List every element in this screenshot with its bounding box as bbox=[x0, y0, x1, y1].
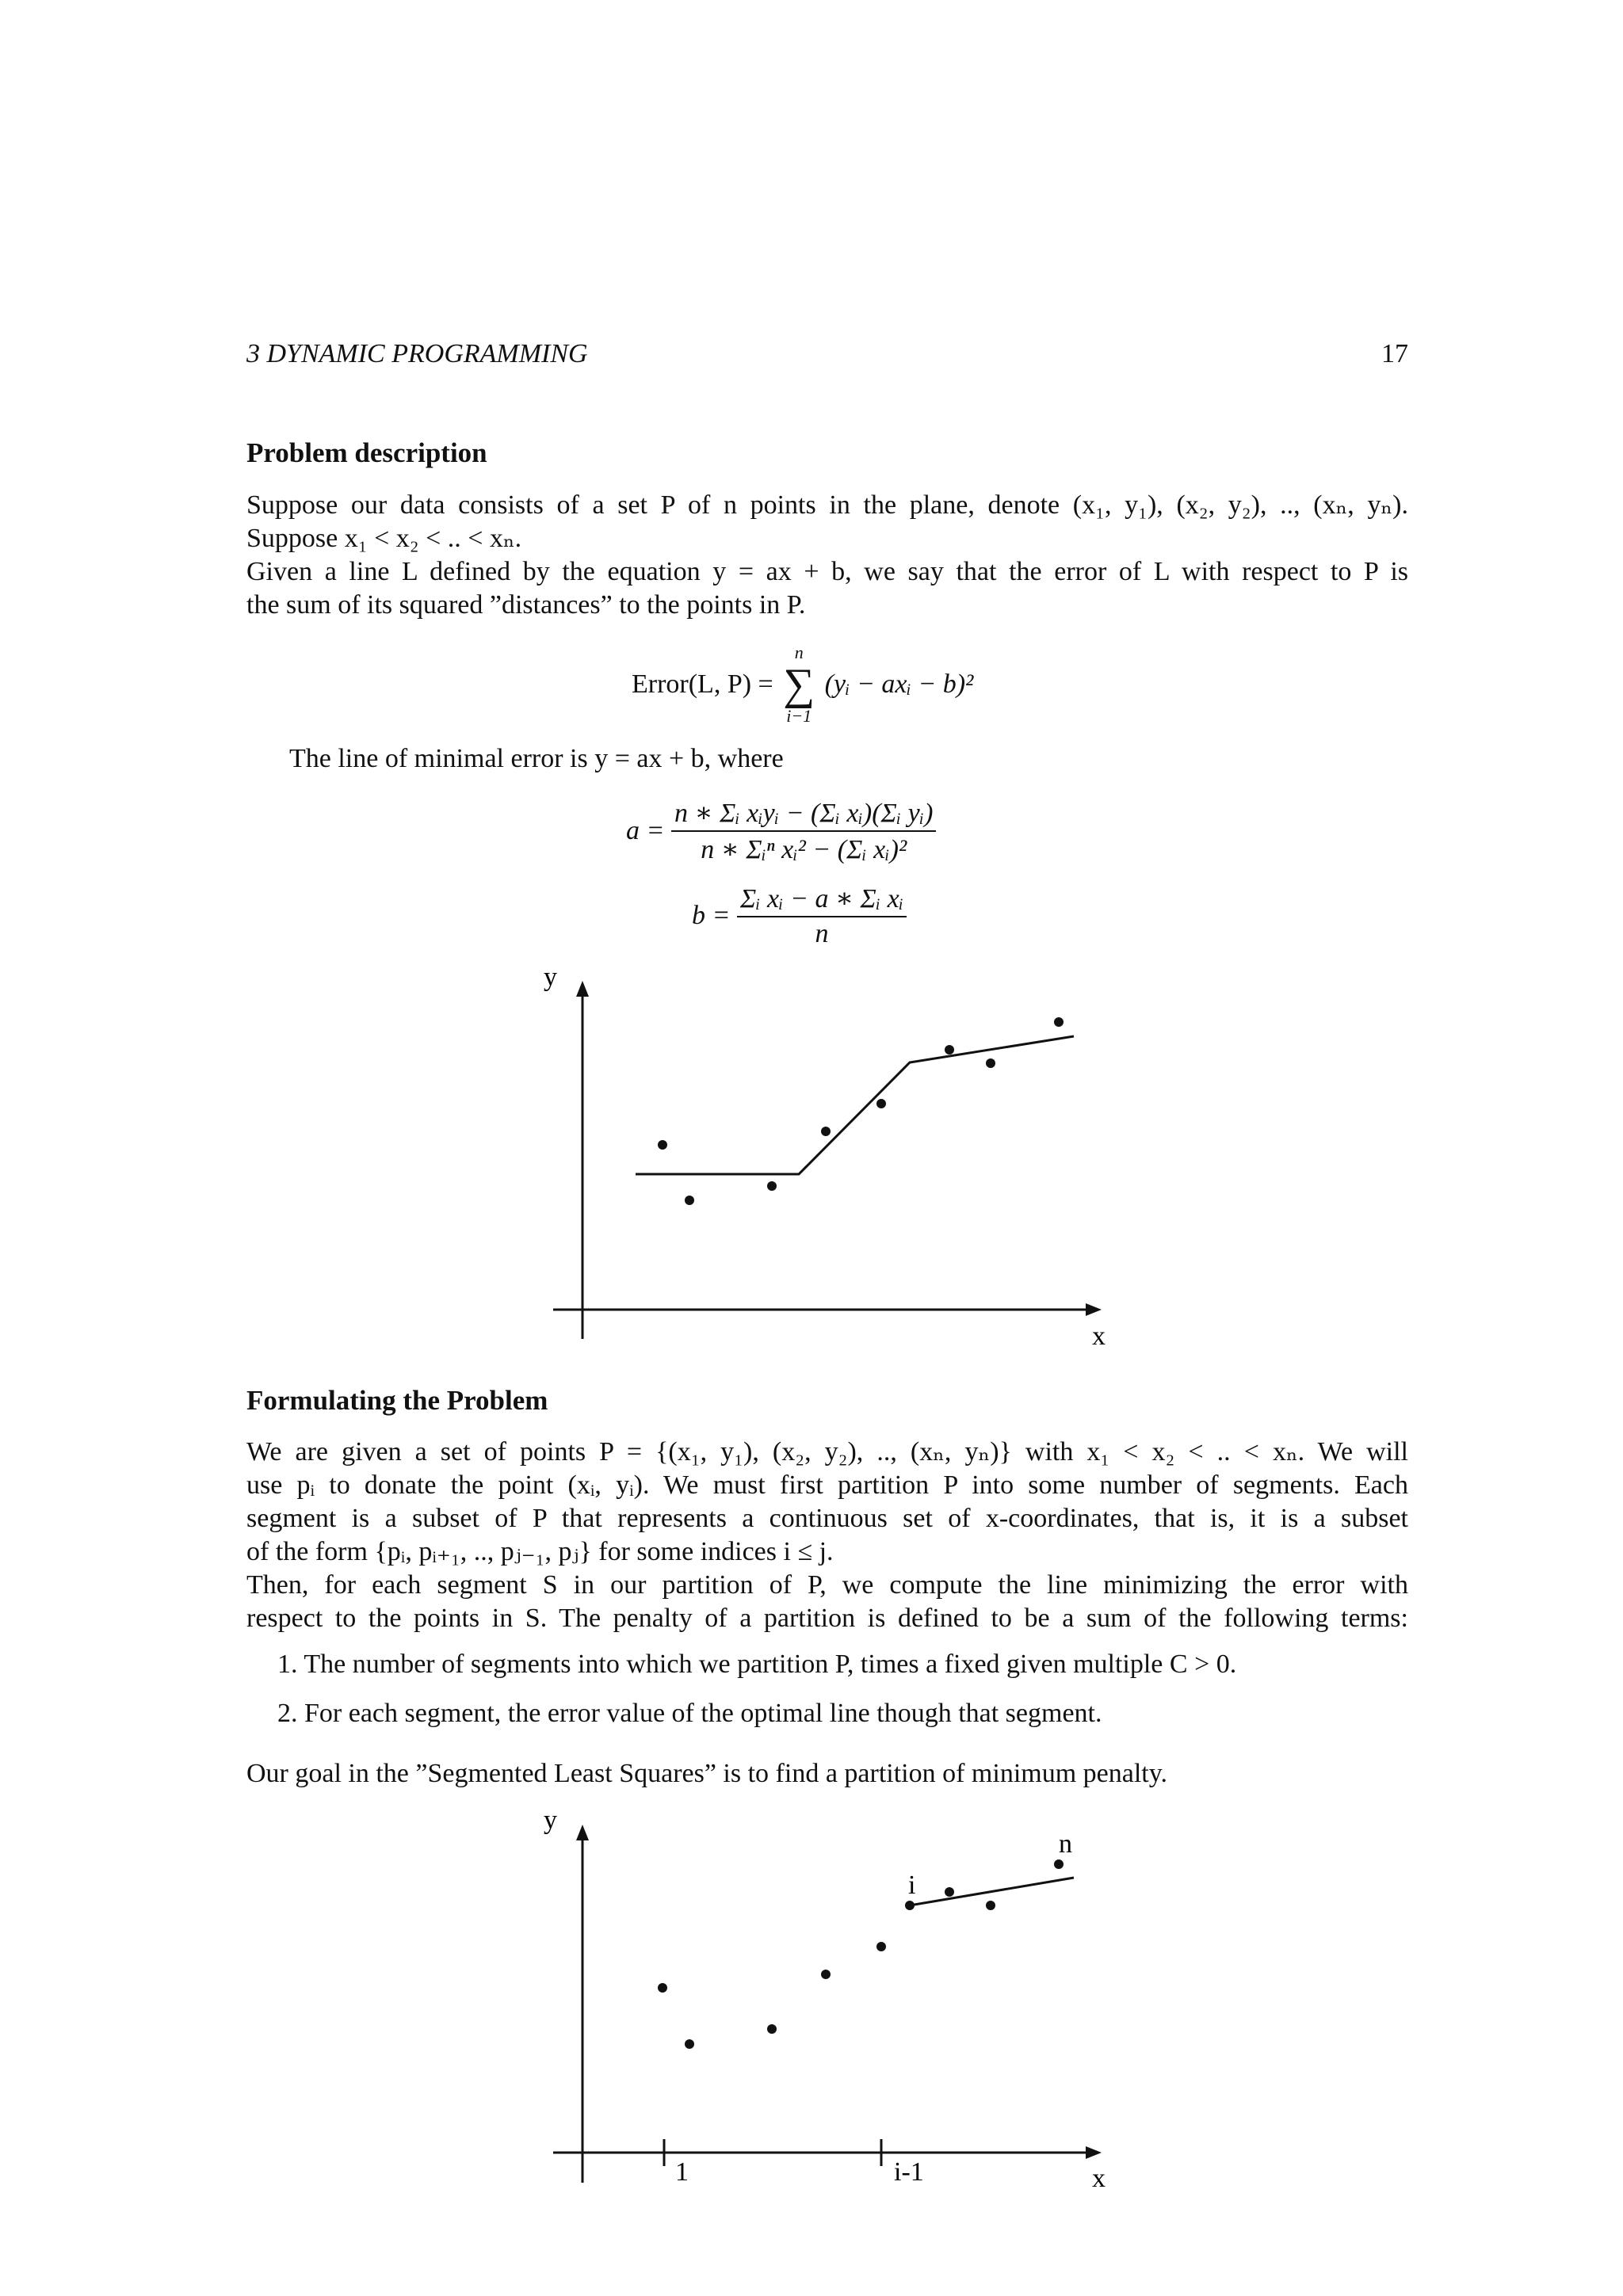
eq-lhs: Error(L, P) = bbox=[632, 669, 773, 699]
sigma-icon: ∑ bbox=[783, 660, 815, 709]
text-line: Our goal in the ”Segmented Least Squares” is to find a partition of minimum penalty. bbox=[246, 1759, 1168, 1788]
eq-lhs: a = bbox=[626, 816, 665, 845]
eq-rhs: (yᵢ − axᵢ − b)² bbox=[824, 669, 974, 699]
section-heading-problem: Problem description bbox=[246, 437, 487, 468]
y-axis-arrow-icon bbox=[576, 1825, 589, 1840]
x-axis-label: x bbox=[1092, 1322, 1106, 1351]
data-point bbox=[876, 1099, 886, 1108]
sum-upper: n bbox=[794, 643, 804, 662]
y-axis-label: y bbox=[544, 963, 557, 992]
segmented-fit-line bbox=[636, 1036, 1074, 1174]
numerator: Σᵢ xᵢ − a ∗ Σᵢ xᵢ bbox=[737, 883, 907, 917]
data-point bbox=[876, 1942, 886, 1951]
point-label-n: n bbox=[1059, 1829, 1072, 1859]
data-point bbox=[986, 1901, 995, 1910]
data-point bbox=[658, 1983, 667, 1993]
numerator: n ∗ Σᵢ xᵢyᵢ − (Σᵢ xᵢ)(Σᵢ yᵢ) bbox=[671, 797, 936, 832]
list-item: 2. For each segment, the error value of the optimal line though that segment. bbox=[277, 1699, 1102, 1728]
text-line: Then, for each segment S in our partition of P, we compute the line minimizing the error with bbox=[246, 1570, 1408, 1600]
data-point bbox=[821, 1127, 831, 1136]
data-point bbox=[905, 1901, 915, 1910]
data-point bbox=[658, 1140, 667, 1150]
figure1-axes bbox=[544, 963, 1106, 1351]
data-point bbox=[945, 1045, 954, 1055]
denominator: n bbox=[815, 919, 829, 948]
data-point bbox=[767, 2024, 777, 2034]
text-line: Given a line L defined by the equation y = ax + b, we say that the error of L with respect to P is bbox=[246, 557, 1408, 586]
goal-paragraph bbox=[246, 1757, 1408, 1791]
y-axis-label: y bbox=[544, 1806, 557, 1835]
penalty-terms-list bbox=[277, 1650, 1387, 1748]
data-point bbox=[986, 1058, 995, 1068]
text-line: Suppose x₁ < x₂ < .. < xₙ. bbox=[246, 524, 522, 553]
formulating-paragraph bbox=[246, 1436, 1408, 1635]
section-heading-formulating: Formulating the Problem bbox=[246, 1385, 548, 1416]
section-title: 3 DYNAMIC PROGRAMMING bbox=[246, 339, 588, 368]
figure2-axes bbox=[544, 1806, 1106, 2193]
text-line: of the form {pᵢ, pᵢ₊₁, .., pⱼ₋₁, pⱼ} for some indices i ≤ j. bbox=[246, 1537, 834, 1566]
data-point bbox=[685, 1196, 694, 1205]
data-point bbox=[821, 1970, 831, 1979]
text-line: Suppose our data consists of a set P of n points in the plane, denote (x₁, y₁), (x₂, y₂), .., (xₙ, yₙ). bbox=[246, 490, 1408, 520]
tick-label-1: 1 bbox=[675, 2157, 689, 2187]
text-line: segment is a subset of P that represents a continuous set of x-coordinates, that is, it is a subset bbox=[246, 1504, 1408, 1533]
data-point bbox=[767, 1181, 777, 1191]
text-line: respect to the points in S. The penalty of a partition is defined to be a sum of the following terms: bbox=[246, 1604, 1408, 1633]
data-points bbox=[658, 1859, 1064, 2049]
data-point bbox=[1054, 1859, 1064, 1869]
sum-lower: i−1 bbox=[786, 706, 812, 726]
data-point bbox=[945, 1887, 954, 1897]
tick-label-i-1: i-1 bbox=[894, 2157, 924, 2187]
text-line: the sum of its squared ”distances” to the points in P. bbox=[246, 590, 806, 620]
text-line: use pᵢ to donate the point (xᵢ, yᵢ). We must first partition P into some number of segments. Each bbox=[246, 1470, 1408, 1500]
list-item: 1. The number of segments into which we partition P, times a fixed given multiple C > 0. bbox=[277, 1650, 1237, 1679]
point-label-i: i bbox=[908, 1871, 916, 1900]
x-axis-label: x bbox=[1092, 2164, 1106, 2193]
eq-lhs: b = bbox=[692, 901, 731, 930]
denominator: n ∗ Σᵢⁿ xᵢ² − (Σᵢ xᵢ)² bbox=[701, 835, 907, 864]
page-number: 17 bbox=[1381, 339, 1408, 368]
text-line: The line of minimal error is y = ax + b, where bbox=[289, 744, 784, 773]
text-line: We are given a set of points P = {(x₁, y₁), (x₂, y₂), .., (xₙ, yₙ)} with x₁ < x₂ < .. < xₙ. We will bbox=[246, 1437, 1408, 1466]
y-axis-arrow-icon bbox=[576, 981, 589, 997]
x-axis-arrow-icon bbox=[1086, 1303, 1102, 1316]
data-point bbox=[1054, 1017, 1064, 1027]
x-axis-arrow-icon bbox=[1086, 2146, 1102, 2159]
data-point bbox=[685, 2039, 694, 2049]
